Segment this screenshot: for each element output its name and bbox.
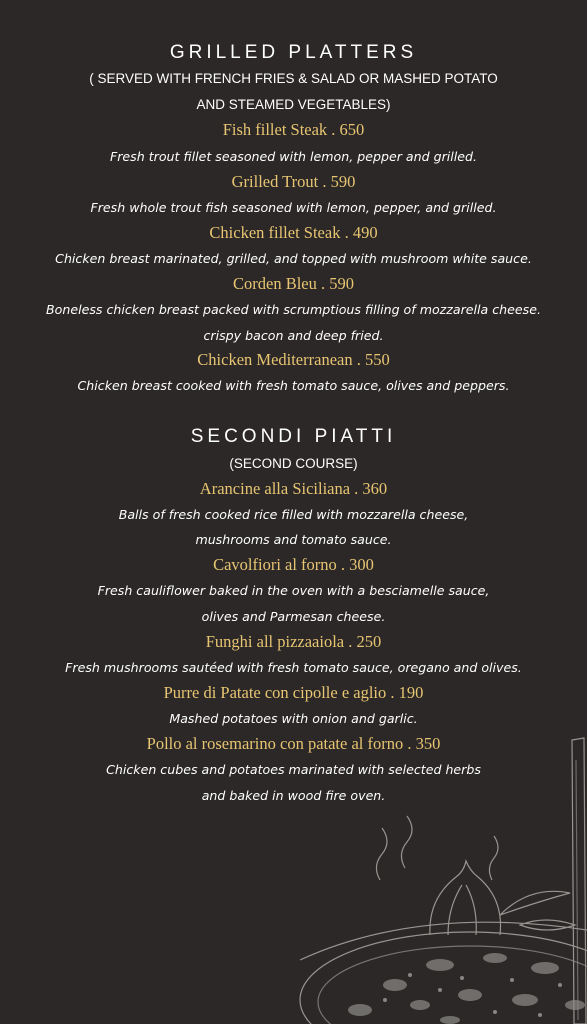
menu-item-title: Fish fillet Steak . 650	[222, 120, 365, 139]
menu-item-title: Corden Bleu . 590	[233, 274, 354, 293]
section-title-grilled-platters: GRILLED PLATTERS	[169, 42, 418, 63]
menu-item-title: Grilled Trout . 590	[231, 172, 356, 191]
menu-item-title: Cavolfiori al forno . 300	[213, 555, 374, 574]
menu-item-description: Fresh whole trout fish seasoned with lemon, pepper, and grilled.	[90, 200, 497, 215]
menu-item-description: crispy bacon and deep fried.	[203, 328, 384, 343]
section-subtitle: AND STEAMED VEGETABLES)	[196, 97, 391, 112]
section-title-secondi-piatti: SECONDI PIATTI	[190, 426, 397, 447]
menu-item-description: Fresh trout fillet seasoned with lemon, pepper and grilled.	[109, 149, 477, 164]
menu-item-description: olives and Parmesan cheese.	[201, 609, 386, 624]
menu-item-description: Chicken breast cooked with fresh tomato sauce, olives and peppers.	[77, 378, 510, 393]
menu-item-description: Fresh mushrooms sautéed with fresh tomato sauce, oregano and olives.	[65, 660, 522, 675]
menu-item-description: Chicken breast marinated, grilled, and topped with mushroom white sauce.	[55, 251, 532, 266]
menu-item-description: Boneless chicken breast packed with scrumptious filling of mozzarella cheese.	[46, 302, 541, 317]
menu-item-title: Chicken fillet Steak . 490	[209, 223, 378, 242]
menu-item-title: Funghi all pizzaaiola . 250	[205, 632, 382, 651]
menu-item-title: Chicken Mediterranean . 550	[197, 350, 390, 369]
section-subtitle: ( SERVED WITH FRENCH FRIES & SALAD OR MASHED POTATO	[89, 71, 498, 86]
menu-item-title: Purre di Patate con cipolle e aglio . 190	[163, 683, 424, 702]
menu-item-description: mushrooms and tomato sauce.	[195, 532, 392, 547]
menu-item-description: Chicken cubes and potatoes marinated with selected herbs	[106, 762, 481, 777]
menu-item-description: Fresh cauliflower baked in the oven with a besciamelle sauce,	[97, 583, 490, 598]
section-subtitle: (SECOND COURSE)	[229, 456, 358, 471]
menu-item-description: Mashed potatoes with onion and garlic.	[169, 711, 418, 726]
menu-item-title: Arancine alla Siciliana . 360	[199, 479, 388, 498]
menu-item-description: and baked in wood fire oven.	[201, 788, 386, 803]
menu-item-description: Balls of fresh cooked rice filled with mozzarella cheese,	[118, 507, 469, 522]
menu-item-title: Pollo al rosemarino con patate al forno . 350	[146, 734, 441, 753]
